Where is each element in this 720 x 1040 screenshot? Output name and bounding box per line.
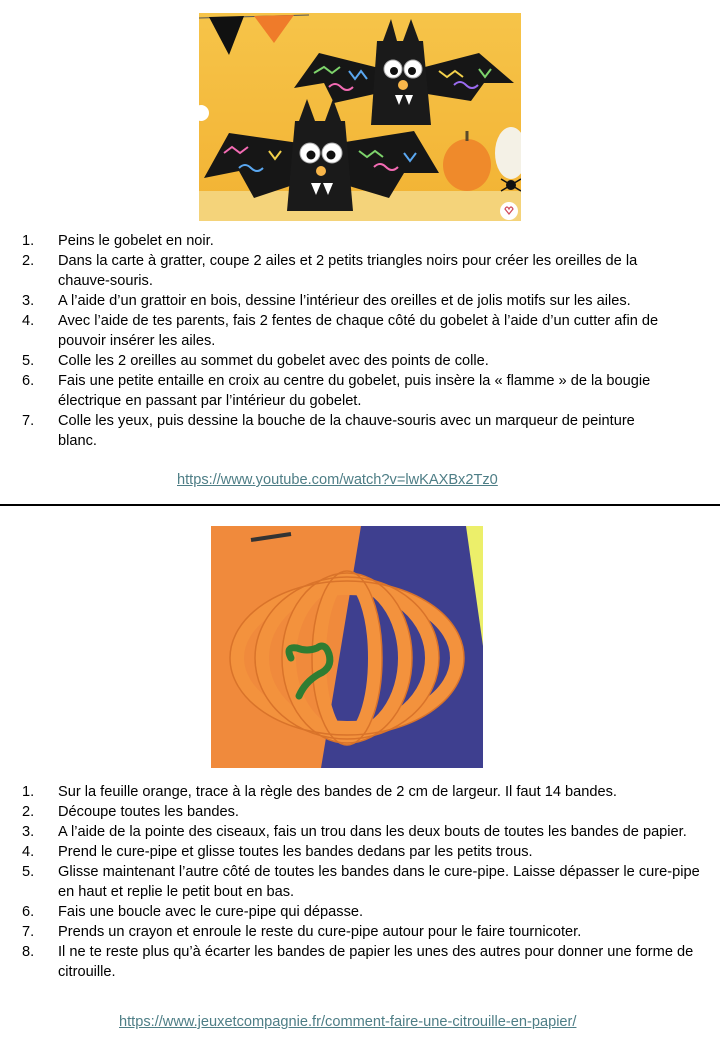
step-number: 1. bbox=[22, 233, 35, 249]
step-text: Peins le gobelet en noir. bbox=[58, 233, 214, 249]
step-text: Découpe toutes les bandes. bbox=[58, 804, 239, 820]
step-text: Avec l’aide de tes parents, fais 2 fentes de chaque côté du gobelet à l’aide d’un cutter afin de pouvoir insérer les ailes. bbox=[58, 313, 659, 349]
jeuxetcompagnie-link[interactable]: https://www.jeuxetcompagnie.fr/comment-faire-une-citrouille-en-papier/ bbox=[119, 1014, 577, 1030]
list-item bbox=[22, 842, 702, 862]
step-text: Sur la feuille orange, trace à la règle des bandes de 2 cm de largeur. Il faut 14 bandes. bbox=[58, 784, 617, 800]
list-item bbox=[22, 942, 702, 982]
pumpkin-craft-photo bbox=[211, 526, 483, 768]
step-number: 7. bbox=[22, 413, 35, 429]
step-number: 1. bbox=[22, 784, 35, 800]
section-divider bbox=[0, 504, 720, 506]
list-item bbox=[22, 411, 672, 451]
list-item bbox=[22, 822, 702, 842]
list-item bbox=[22, 922, 702, 942]
step-text: Colle les 2 oreilles au sommet du gobelet avec des points de colle. bbox=[58, 353, 489, 369]
step-text: Glisse maintenant l’autre côté de toutes les bandes dans le cure-pipe. Laisse dépasser le cure-pipe en haut et replie le petit bout en bas. bbox=[58, 864, 700, 900]
list-item bbox=[22, 311, 672, 351]
list-item bbox=[22, 291, 672, 311]
step-number: 4. bbox=[22, 313, 35, 329]
step-number: 6. bbox=[22, 904, 35, 920]
step-number: 3. bbox=[22, 824, 35, 840]
step-text: Colle les yeux, puis dessine la bouche de la chauve-souris avec un marqueur de peinture blanc. bbox=[58, 413, 635, 449]
step-number: 7. bbox=[22, 924, 35, 940]
list-item bbox=[22, 251, 672, 291]
list-item bbox=[22, 782, 702, 802]
list-item bbox=[22, 862, 702, 902]
step-text: Il ne te reste plus qu’à écarter les bandes de papier les unes des autres pour donner une forme de citrouille. bbox=[58, 944, 694, 980]
step-text: A l’aide d’un grattoir en bois, dessine l’intérieur des oreilles et de jolis motifs sur les ailes. bbox=[58, 293, 631, 309]
bat-craft-photo bbox=[199, 13, 521, 221]
step-number: 3. bbox=[22, 293, 35, 309]
list-item bbox=[22, 351, 672, 371]
step-number: 5. bbox=[22, 353, 35, 369]
step-number: 5. bbox=[22, 864, 35, 880]
step-text: Fais une petite entaille en croix au centre du gobelet, puis insère la « flamme » de la bougie électrique en passant par l’intérieur du gobelet. bbox=[58, 373, 651, 409]
bat-instructions-list bbox=[22, 231, 672, 451]
youtube-link[interactable]: https://www.youtube.com/watch?v=lwKAXBx2Tz0 bbox=[177, 472, 498, 488]
step-number: 4. bbox=[22, 844, 35, 860]
pumpkin-instructions-list bbox=[22, 782, 702, 982]
list-item bbox=[22, 231, 672, 251]
list-item bbox=[22, 802, 702, 822]
step-text: Fais une boucle avec le cure-pipe qui dépasse. bbox=[58, 904, 364, 920]
step-text: Prend le cure-pipe et glisse toutes les bandes dedans par les petits trous. bbox=[58, 844, 533, 860]
list-item bbox=[22, 371, 672, 411]
step-number: 2. bbox=[22, 804, 35, 820]
step-text: Dans la carte à gratter, coupe 2 ailes et 2 petits triangles noirs pour créer les oreilles de la chauve-souris. bbox=[58, 253, 638, 289]
step-number: 6. bbox=[22, 373, 35, 389]
step-number: 2. bbox=[22, 253, 35, 269]
list-item bbox=[22, 902, 702, 922]
step-text: Prends un crayon et enroule le reste du cure-pipe autour pour le faire tournicoter. bbox=[58, 924, 582, 940]
step-text: A l’aide de la pointe des ciseaux, fais un trou dans les deux bouts de toutes les bandes de papier. bbox=[58, 824, 687, 840]
step-number: 8. bbox=[22, 944, 35, 960]
